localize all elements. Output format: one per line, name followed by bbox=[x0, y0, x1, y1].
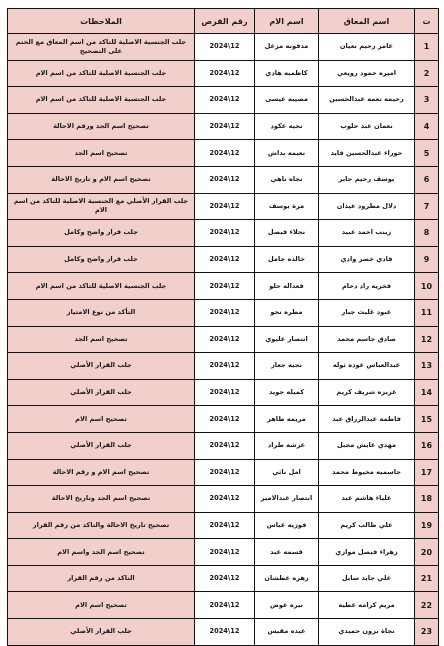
mother-name: قسمه عبد bbox=[255, 539, 319, 566]
notes-cell: جلب الجنسية الاصلية للتاكد من اسم الام bbox=[8, 87, 195, 114]
table-row bbox=[8, 379, 439, 406]
notes-cell: التاكد من رقم القرار bbox=[8, 565, 195, 592]
table-row bbox=[8, 60, 439, 87]
disabled-person-name: دلال مطرود عيدان bbox=[319, 193, 415, 220]
mother-name: مطره نحو bbox=[255, 299, 319, 326]
notes-cell: تصحيح اسم الام bbox=[8, 592, 195, 619]
notes-cell: جلب القرار الأصلي bbox=[8, 619, 195, 646]
records-table bbox=[7, 8, 439, 646]
mother-name: كاظميه هادي bbox=[255, 60, 319, 87]
mother-name: عرشه طراد bbox=[255, 432, 319, 459]
mother-name: انتصار عبدالامير bbox=[255, 486, 319, 513]
row-number: 19 bbox=[415, 512, 439, 539]
disabled-person-name: اميره حمود رويعي bbox=[319, 60, 415, 87]
table-row bbox=[8, 592, 439, 619]
table-row bbox=[8, 432, 439, 459]
mother-name: مرة يوسف bbox=[255, 193, 319, 220]
table-row bbox=[8, 486, 439, 513]
disabled-person-name: مهدي عايش مجبل bbox=[319, 432, 415, 459]
mother-name: كميله جويد bbox=[255, 379, 319, 406]
row-number: 1 bbox=[415, 34, 439, 61]
notes-cell: جلب قرار واضح وكامل bbox=[8, 220, 195, 247]
loan-number: 12\2024 bbox=[195, 299, 255, 326]
disabled-person-name: فاطمه عبدالرزاق عبد bbox=[319, 406, 415, 433]
loan-number: 12\2024 bbox=[195, 273, 255, 300]
mother-name: زهره عطشان bbox=[255, 565, 319, 592]
row-number: 13 bbox=[415, 353, 439, 380]
disabled-person-name: عامر رحيم نعيان bbox=[319, 34, 415, 61]
table-row bbox=[8, 220, 439, 247]
mother-name: نجيه جعاز bbox=[255, 353, 319, 380]
row-number: 5 bbox=[415, 140, 439, 167]
loan-number: 12\2024 bbox=[195, 512, 255, 539]
loan-number: 12\2024 bbox=[195, 486, 255, 513]
row-number: 4 bbox=[415, 113, 439, 140]
mother-name: مريمه طاهر bbox=[255, 406, 319, 433]
table-row bbox=[8, 512, 439, 539]
loan-number: 12\2024 bbox=[195, 166, 255, 193]
row-number: 7 bbox=[415, 193, 439, 220]
notes-cell: تصحيح اسم الجد bbox=[8, 326, 195, 353]
notes-cell: جلب الجنسية الاصلية للتاكد من اسم المعاق مع الختم على التصحيح bbox=[8, 34, 195, 61]
document-sheet bbox=[7, 8, 438, 637]
table-row bbox=[8, 299, 439, 326]
loan-number: 12\2024 bbox=[195, 140, 255, 167]
notes-cell: جلب قرار واضح وكامل bbox=[8, 246, 195, 273]
notes-cell: تصحيح تاريخ الاحالة والتاكد من رقم القرار bbox=[8, 512, 195, 539]
table-row bbox=[8, 326, 439, 353]
row-number: 20 bbox=[415, 539, 439, 566]
notes-cell: تصحيح اسم الام و تاريخ الاحالة bbox=[8, 166, 195, 193]
header-loan: رقم القرص bbox=[195, 9, 255, 34]
notes-cell: التأكد من نوع الامتياز bbox=[8, 299, 195, 326]
table-row bbox=[8, 406, 439, 433]
row-number: 16 bbox=[415, 432, 439, 459]
loan-number: 12\2024 bbox=[195, 459, 255, 486]
table-row bbox=[8, 87, 439, 114]
notes-cell: جلب الجنسية الاصلية للتاكد من اسم الام bbox=[8, 273, 195, 300]
header-mother: اسم الام bbox=[255, 9, 319, 34]
mother-name: انتصار عليوي bbox=[255, 326, 319, 353]
row-number: 6 bbox=[415, 166, 439, 193]
table-row bbox=[8, 140, 439, 167]
table-row bbox=[8, 193, 439, 220]
header-notes: الملاحظات bbox=[8, 9, 195, 34]
row-number: 2 bbox=[415, 60, 439, 87]
disabled-person-name: عزيزه شريف كريم bbox=[319, 379, 415, 406]
disabled-person-name: عبدالعباس عوده ثوله bbox=[319, 353, 415, 380]
mother-name: خالده جامل bbox=[255, 246, 319, 273]
table-row bbox=[8, 353, 439, 380]
notes-cell: تصحيح اسم الجد ورقم الاحالة bbox=[8, 113, 195, 140]
row-number: 11 bbox=[415, 299, 439, 326]
notes-cell: جلب القرار الأصلي bbox=[8, 432, 195, 459]
loan-number: 12\2024 bbox=[195, 565, 255, 592]
notes-cell: تصحيح اسم الام و رقم الاحالة bbox=[8, 459, 195, 486]
loan-number: 12\2024 bbox=[195, 60, 255, 87]
loan-number: 12\2024 bbox=[195, 193, 255, 220]
row-number: 15 bbox=[415, 406, 439, 433]
notes-cell: تصحيح اسم الجد واسم الام bbox=[8, 539, 195, 566]
table-body bbox=[8, 34, 439, 646]
loan-number: 12\2024 bbox=[195, 220, 255, 247]
table-row bbox=[8, 273, 439, 300]
disabled-person-name: زهراء فيصل موازي bbox=[319, 539, 415, 566]
mother-name: مدفونه مزعل bbox=[255, 34, 319, 61]
disabled-person-name: صادق جاسم محمد bbox=[319, 326, 415, 353]
loan-number: 12\2024 bbox=[195, 406, 255, 433]
notes-cell: تصحيح اسم الجد bbox=[8, 140, 195, 167]
disabled-person-name: نعمان عبد حلوب bbox=[319, 113, 415, 140]
row-number: 14 bbox=[415, 379, 439, 406]
disabled-person-name: فخريه راد دحام bbox=[319, 273, 415, 300]
disabled-person-name: نجاة بزون حميدي bbox=[319, 619, 415, 646]
table-row bbox=[8, 246, 439, 273]
loan-number: 12\2024 bbox=[195, 34, 255, 61]
mother-name: نعيمه بداش bbox=[255, 140, 319, 167]
notes-cell: جلب القرار الأصلي bbox=[8, 379, 195, 406]
disabled-person-name: علياء هاشم عبد bbox=[319, 486, 415, 513]
notes-cell: جلب القرار الأصلي bbox=[8, 353, 195, 380]
mother-name: عيده مقيس bbox=[255, 619, 319, 646]
notes-cell: تصحيح اسم الام bbox=[8, 406, 195, 433]
table-row bbox=[8, 539, 439, 566]
mother-name: نجاه ناهي bbox=[255, 166, 319, 193]
disabled-person-name: يوسف رحيم جابر bbox=[319, 166, 415, 193]
disabled-person-name: فادي خضر وادي bbox=[319, 246, 415, 273]
disabled-person-name: حوراء عبدالحسين فايد bbox=[319, 140, 415, 167]
row-number: 3 bbox=[415, 87, 439, 114]
row-number: 18 bbox=[415, 486, 439, 513]
row-number: 17 bbox=[415, 459, 439, 486]
row-number: 9 bbox=[415, 246, 439, 273]
mother-name: نيره عوض bbox=[255, 592, 319, 619]
loan-number: 12\2024 bbox=[195, 353, 255, 380]
table-row bbox=[8, 565, 439, 592]
mother-name: فوزيه عباس bbox=[255, 512, 319, 539]
disabled-person-name: جاسميه مخيوط محمد bbox=[319, 459, 415, 486]
row-number: 12 bbox=[415, 326, 439, 353]
table-row bbox=[8, 619, 439, 646]
table-header-row bbox=[8, 9, 439, 34]
header-name: اسم المعاق bbox=[319, 9, 415, 34]
mother-name: فعداله حلو bbox=[255, 273, 319, 300]
loan-number: 12\2024 bbox=[195, 246, 255, 273]
row-number: 10 bbox=[415, 273, 439, 300]
disabled-person-name: علي طالب كريم bbox=[319, 512, 415, 539]
row-number: 22 bbox=[415, 592, 439, 619]
row-number: 21 bbox=[415, 565, 439, 592]
loan-number: 12\2024 bbox=[195, 87, 255, 114]
table-row bbox=[8, 459, 439, 486]
disabled-person-name: زينب احمد عبيد bbox=[319, 220, 415, 247]
table-row bbox=[8, 166, 439, 193]
row-number: 8 bbox=[415, 220, 439, 247]
row-number: 23 bbox=[415, 619, 439, 646]
disabled-person-name: علي جايد سايل bbox=[319, 565, 415, 592]
table-row bbox=[8, 34, 439, 61]
notes-cell: جلب القرار الأصلي مع الجنسية الاصلية للتاكد من اسم الام bbox=[8, 193, 195, 220]
mother-name: نجلاء فيصل bbox=[255, 220, 319, 247]
notes-cell: تصحيح اسم الجد وتاريخ الاحالة bbox=[8, 486, 195, 513]
loan-number: 12\2024 bbox=[195, 592, 255, 619]
loan-number: 12\2024 bbox=[195, 619, 255, 646]
mother-name: نجيه عكود bbox=[255, 113, 319, 140]
loan-number: 12\2024 bbox=[195, 432, 255, 459]
notes-cell: جلب الجنسية الاصلية للتاكد من اسم الام bbox=[8, 60, 195, 87]
disabled-person-name: رحيمه نعمه عبدالحسين bbox=[319, 87, 415, 114]
table-row bbox=[8, 113, 439, 140]
mother-name: مصيبه عيسى bbox=[255, 87, 319, 114]
loan-number: 12\2024 bbox=[195, 326, 255, 353]
disabled-person-name: مريم كرامه عطيه bbox=[319, 592, 415, 619]
loan-number: 12\2024 bbox=[195, 539, 255, 566]
mother-name: امل ناثي bbox=[255, 459, 319, 486]
loan-number: 12\2024 bbox=[195, 379, 255, 406]
disabled-person-name: عبود غليث جبار bbox=[319, 299, 415, 326]
header-num: ت bbox=[415, 9, 439, 34]
loan-number: 12\2024 bbox=[195, 113, 255, 140]
